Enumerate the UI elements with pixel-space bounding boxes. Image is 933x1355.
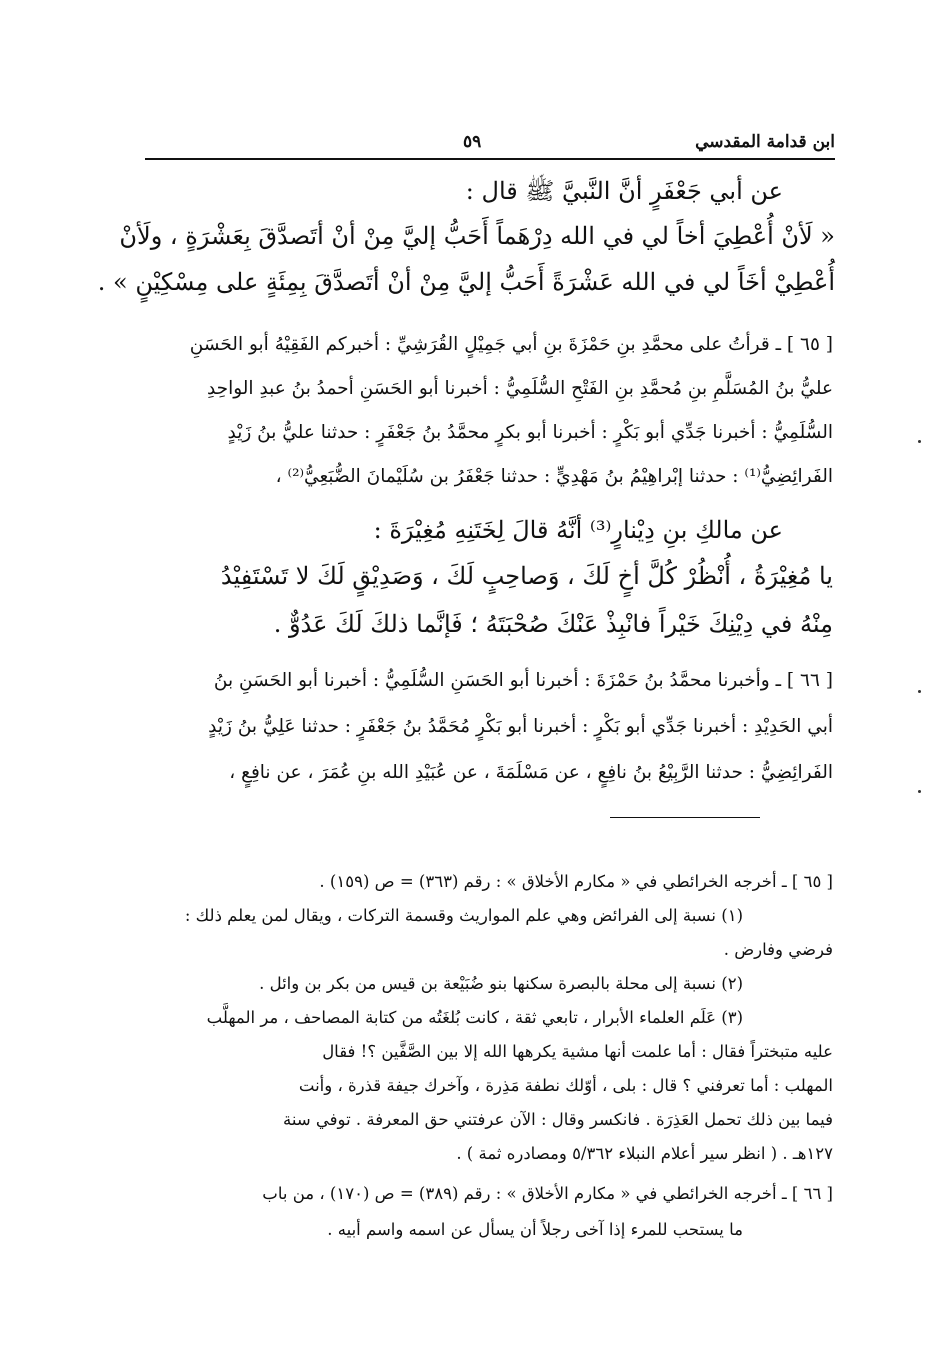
hadith-65-text-line-1: عن مالكِ بنِ دِيْنارٍ⁽³⁾ أنَّهُ قالَ لِخَتَنِهِ مُغِيْرَةَ : — [373, 516, 783, 544]
footnote-1-line-1: (١) نسبة إلى الفرائض وهي علم المواريث وقسمة التركات ، ويقال لمن يعلم ذلك : — [184, 906, 743, 925]
scan-speck — [918, 790, 921, 793]
hadith-65-chain-line-2: عليُّ بنُ المُسَلَّمِ بنِ مُحمَّدِ بنِ الفَتْحِ السُّلَمِيُّ : أخبرنا أبو الحَسَنِ أحمدُ بنُ عبدِ الواحِدِ — [206, 378, 833, 399]
footnote-3-line-3: المهلب : أما تعرفني ؟ قال : بلى ، أوّلك نطفة مَذِرة ، وآخرك جيفة قذرة ، وأنت — [298, 1076, 833, 1095]
hadith-64-line-3: أُعْطِيْ أخَاً لي في الله عَشْرَةً أَحَبُّ إليَّ مِنْ أنْ أتَصدَّقَ بِمِئَةٍ على مِسْكِيْنٍ » . — [97, 268, 835, 296]
hadith-66-chain-line-3: الفَرائِضِيُّ : حدثنا الرَّبِيْعُ بنُ نافِعٍ ، عن مَسْلَمَةَ ، عن عُبَيْدِ الله بنِ عُمَرَ ، عن نافِعٍ ، — [229, 762, 833, 783]
scan-speck — [918, 440, 921, 443]
footnote-2: (٢) نسبة إلى محلة بالبصرة سكنها بنو ضُبَيْعة بن قيس من بكر بن وائل . — [259, 974, 743, 993]
footnote-3-line-4: فيما بين ذلك تحمل العَذِرَة . فانكسر وقال : الآن عرفتني حق المعرفة . توفي سنة — [283, 1110, 833, 1129]
hadith-65-chain-line-4: الفَرائِضِيُّ⁽¹⁾ : حدثنا إبْراهِيْمُ بنُ مَهْدِيٍّ : حدثنا جَعْفَرُ بن سُلَيْمانَ الضُّبَعِيُّ⁽²⁾ ، — [275, 466, 833, 487]
hadith-66-chain-line-1: [ ٦٦ ] ـ وأخبرنا محمَّدُ بنُ حَمْزَةَ : أخبرنا أبو الحَسَنِ السُّلَمِيُّ : أخبرنا أبو الحَسَنِ بنُ — [213, 670, 833, 691]
page-header — [145, 132, 835, 160]
hadith-65-chain-line-1: [ ٦٥ ] ـ قرأتُ على محمَّدِ بنِ حَمْزَةَ بنِ أبي جَمِيْلٍ القُرَشِيِّ : أخبركم الفَقِيْهُ أبو الحَسَنِ — [189, 334, 833, 355]
page-number: ٥٩ — [463, 132, 482, 152]
footnote-3-line-5: ١٢٧هـ . ( انظر سير أعلام النبلاء ٥/٣٦٢ ومصادره ثمة ) . — [456, 1144, 833, 1163]
hadith-64-line-2: « لَأنْ أُعْطِيَ أخاً لي في الله دِرْهَماً أَحَبُّ إليَّ مِنْ أنْ أتَصدَّقَ بِعَشْرَةٍ ، ولَأنْ — [119, 222, 835, 250]
footnote-1-line-2: فرضي وفارض . — [723, 940, 833, 959]
hadith-65-text-line-3: مِنْهُ في دِيْنِكَ خَيْراً فانْبِذْ عَنْكَ صُحْبَتَهُ ؛ فَإنَّما ذلكَ لَكَ عَدُوٌّ . — [273, 610, 833, 638]
hadith-65-text-line-2: يا مُغِيْرَةُ ، أُنْظُرْ كُلَّ أخٍ لَكَ ، وَصاحِبٍ لَكَ ، وَصَدِيْقٍ لَكَ لا تَسْتَفِيْدُ — [220, 562, 833, 590]
running-head: ابن قدامة المقدسي — [695, 132, 835, 152]
hadith-66-chain-line-2: أبي الحَدِيْدِ : أخبرنا جَدِّي أبو بَكْرٍ : أخبرنا أبو بَكْرٍ مُحَمَّدُ بنُ جَعْفَرٍ : حدثنا عَلِيُّ بنُ زَيْدٍ — [208, 716, 833, 737]
footnote-66-line-1: [ ٦٦ ] ـ أخرجه الخرائطي في « مكارم الأخلاق » : رقم (٣٨٩) = ص (١٧٠) ، من باب — [262, 1184, 833, 1203]
footnote-3-line-2: عليه متبختراً فقال : أما علمت أنها مشية يكرهها الله إلا بين الصَّفَّين ؟! فقال — [322, 1042, 833, 1061]
footnote-separator — [610, 817, 760, 818]
hadith-64-line-1: عن أبي جَعْفَرٍ أنَّ النَّبيَّ ﷺ قال : — [465, 177, 783, 205]
hadith-65-chain-line-3: السُّلَمِيُّ : أخبرنا جَدِّي أبو بَكْرٍ : أخبرنا أبو بكرٍ محمَّدُ بنُ جَعْفَرٍ : حدثنا عليُّ بنُ زَيْدٍ — [227, 422, 833, 443]
footnote-66-line-2: ما يستحب للمرء إذا آخى رجلاً أن يسأل عن اسمه واسم أبيه . — [327, 1220, 743, 1239]
footnote-65: [ ٦٥ ] ـ أخرجه الخرائطي في « مكارم الأخلاق » : رقم (٣٦٣) = ص (١٥٩) . — [319, 872, 833, 891]
footnote-3-line-1: (٣) عَلَم العلماء الأبرار ، تابعي ثقة ، كانت بُلغَتُه من كتابة المصاحف ، مر المهلَّب — [206, 1008, 743, 1027]
scan-speck — [918, 690, 921, 693]
